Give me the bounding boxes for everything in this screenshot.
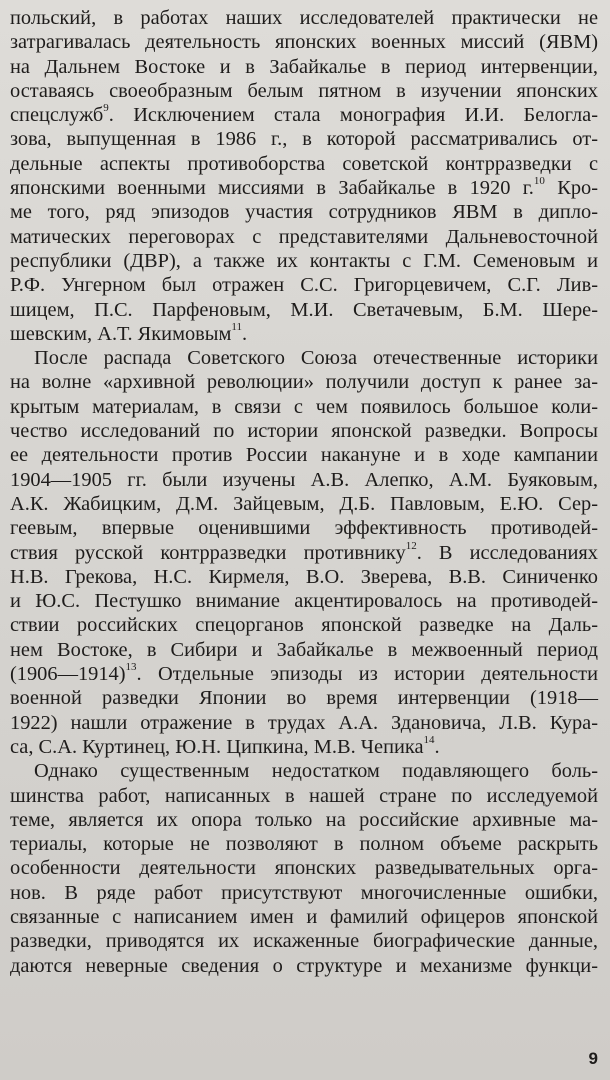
footnote-marker: 10 [533, 175, 545, 188]
text-line-continuation: . Исключением стала монография И.И. Белогла- [108, 104, 598, 127]
text-line-content: республики (ДВР), а также их контакты с Г.М. Семеновым и [10, 249, 598, 272]
text-line [10, 638, 598, 662]
text-line [10, 711, 598, 735]
text-line [10, 832, 598, 856]
text-line-content: крытым материалам, в связи с чем появилось большое коли- [10, 395, 598, 418]
text-line-content: шицем, П.С. Парфеновым, М.И. Светачевым, Б.М. Шере- [10, 298, 598, 321]
text-line [10, 419, 598, 443]
text-line [10, 759, 598, 783]
text-line [10, 370, 598, 394]
footnote-marker: 13 [125, 661, 137, 674]
text-line-content: 1922) нашли отражение в трудах А.А. Здановича, Л.В. Кура- [10, 711, 598, 734]
text-line-content: матических переговорах с представителями Дальневосточной [10, 225, 598, 248]
text-line-continuation: Кро- [544, 177, 598, 200]
text-line-content: дельные аспекты противоборства советской контрразведки с [10, 152, 598, 175]
footnote-marker: 12 [405, 539, 417, 552]
text-line [10, 225, 598, 249]
text-line-content: на Дальнем Востоке и в Забайкалье в период интервенции, [10, 55, 598, 78]
text-line-content: ее деятельности против России накануне и в ходе кампании [10, 444, 598, 467]
text-line [10, 589, 598, 613]
text-line [10, 686, 598, 710]
text-line-continuation: . В исследованиях [416, 541, 598, 564]
text-line [10, 298, 598, 322]
text-line [10, 443, 598, 467]
footnote-marker: 11 [231, 321, 243, 334]
text-line-content: чество исследований по истории японской разведки. Вопросы [10, 420, 598, 443]
text-line [10, 541, 598, 565]
text-line [10, 905, 598, 929]
text-line-content: затрагивалась деятельность японских военных миссий (ЯВМ) [10, 31, 598, 54]
text-line [10, 662, 598, 686]
text-line-content: 1904—1905 гг. были изучены А.В. Алепко, А.М. Буяковым, [10, 468, 598, 491]
text-line-content: спецслужб [10, 104, 104, 127]
text-line-content: зова, выпущенная в 1986 г., в которой рассматривались от- [10, 128, 598, 151]
footnote-marker: 14 [423, 734, 435, 747]
text-line [10, 784, 598, 808]
text-line-content: Р.Ф. Унгерном был отражен С.С. Григорцевичем, С.Г. Лив- [10, 274, 598, 297]
text-line-content: шевским, А.Т. Якимовым [10, 322, 232, 345]
text-line [10, 881, 598, 905]
text-line-content: шинства работ, написанных в нашей стране по исследуемой [10, 784, 598, 807]
text-line [10, 395, 598, 419]
text-line [10, 249, 598, 273]
text-line-continuation: . [434, 735, 440, 758]
footnote-marker: 9 [103, 102, 109, 115]
text-line-content: польский, в работах наших исследователей практически не [10, 7, 598, 29]
text-line [10, 30, 598, 54]
text-line-content: са, С.А. Куртинец, Ю.Н. Ципкина, М.В. Чепика [10, 735, 424, 758]
text-line-content: Однако существенным недостатком подавляющего боль- [34, 760, 598, 783]
text-line [10, 6, 598, 30]
text-line-content: нов. В ряде работ присутствуют многочисленные ошибки, [10, 881, 598, 904]
text-line-content: военной разведки Японии во время интервенции (1918— [10, 687, 598, 710]
text-line [10, 273, 598, 297]
text-line-content: особенности деятельности японских разведывательных орга- [10, 857, 598, 880]
text-line-content: на волне «архивной революции» получили доступ к ранее за- [10, 371, 598, 394]
text-line [10, 954, 598, 978]
text-line-content: связанные с написанием имен и фамилий офицеров японской [10, 905, 598, 928]
text-line [10, 516, 598, 540]
text-line-content: А.К. Жабицким, Д.М. Зайцевым, Д.Б. Павловым, Е.Ю. Сер- [10, 492, 598, 515]
text-line [10, 856, 598, 880]
text-line-content: (1906—1914) [10, 663, 126, 686]
text-line [10, 613, 598, 637]
text-line [10, 346, 598, 370]
text-line [10, 152, 598, 176]
text-line [10, 176, 598, 200]
text-line-continuation: . [242, 322, 248, 345]
text-line [10, 929, 598, 953]
text-line-continuation: . Отдельные эпизоды из истории деятельности [136, 663, 598, 686]
text-line-content: теме, является их опора только на российские архивные ма- [10, 808, 598, 831]
text-line-content: ствии российских спецорганов японской разведке на Даль- [10, 614, 598, 637]
text-line-content: териалы, которые не позволяют в полном объеме раскрыть [10, 833, 598, 856]
text-line [10, 79, 598, 103]
text-line [10, 127, 598, 151]
text-line [10, 55, 598, 79]
text-line [10, 200, 598, 224]
text-line-content: оставаясь своеобразным белым пятном в изучении японских [10, 79, 598, 102]
body-text [10, 6, 598, 978]
page-number: 9 [588, 1049, 598, 1068]
text-line [10, 735, 598, 759]
text-line-content: ствия русской контрразведки противнику [10, 541, 406, 564]
text-line-content: геевым, впервые оценившими эффективность противодей- [10, 517, 598, 540]
text-line-content: ме того, ряд эпизодов участия сотрудников ЯВМ в дипло- [10, 201, 598, 224]
text-line-content: даются неверные сведения о структуре и механизме функци- [10, 954, 598, 977]
text-line [10, 492, 598, 516]
text-line-content: разведки, приводятся их искаженные биографические данные, [10, 930, 598, 953]
text-line-content: нем Востоке, в Сибири и Забайкалье в межвоенный период [10, 638, 598, 661]
text-line-content: После распада Советского Союза отечественные историки [34, 347, 598, 370]
text-line-content: Н.В. Грекова, Н.С. Кирмеля, В.О. Зверева, В.В. Синиченко [10, 565, 598, 588]
text-line-content: японскими военными миссиями в Забайкалье в 1920 г. [10, 177, 534, 200]
text-line [10, 468, 598, 492]
text-line [10, 808, 598, 832]
text-line [10, 565, 598, 589]
text-line [10, 103, 598, 127]
text-line-content: и Ю.С. Пестушко внимание акцентировалось на противодей- [10, 590, 598, 613]
text-line [10, 322, 598, 346]
